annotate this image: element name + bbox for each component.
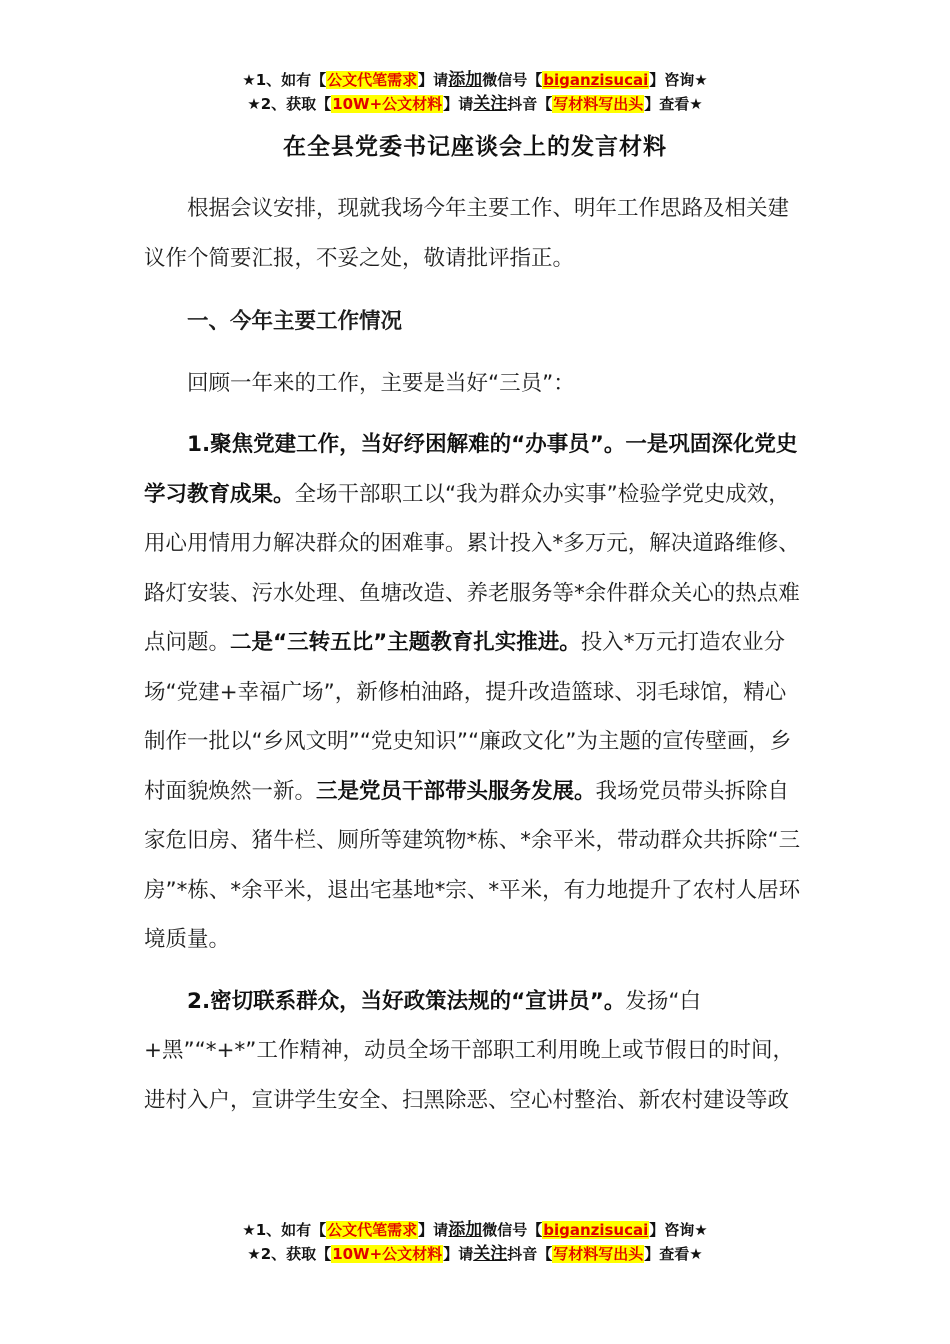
header-promo-banner [0,68,950,116]
promo-line-2 [0,1242,950,1266]
promo-text: 】咨询★ [649,1221,708,1239]
document-title: 在全县党委书记座谈会上的发言材料 [283,134,667,160]
item-1-text-1: 全场干部职工以“我为群众办实事”检验学党史成效，用心用情用力解决群众的困难事。累计投入*多万元，解决道路维修、路灯安装、污水处理、鱼塘改造、养老服务等*余件群众关心的热点难点问题。 [144,481,800,655]
item-1-point-2: 二是“三转五比”主题教育扎实推进。 [230,630,581,655]
promo-emphasis: 关注 [473,1244,508,1264]
promo-text: 】请 [443,1245,474,1263]
section-heading-1: 一、今年主要工作情况 [187,309,403,334]
promo-highlight: 10W+公文材料 [332,95,443,113]
promo-highlight: 10W+公文材料 [332,1245,443,1263]
promo-text: 抖音【 [507,95,553,113]
item-2-heading: 2.密切联系群众，当好政策法规的“宣讲员”。 [187,988,626,1014]
item-1-heading: 1.聚焦党建工作，当好纾困解难的“办事员”。一是巩固深化党史学习教育成果。 [144,432,798,507]
item-1-text-2: 投入*万元打造农业分场“党建+幸福广场”，新修柏油路，提升改造篮球、羽毛球馆，精心制作一批以“乡风文明”“党史知识”“廉政文化”为主题的宣传壁画，乡村面貌焕然一新。 [144,630,792,804]
intro-paragraph: 根据会议安排，现就我场今年主要工作、明年工作思路及相关建议作个简要汇报，不妥之处，敬请批评指正。 [144,196,790,271]
promo-highlight: 公文代笔需求 [327,71,418,89]
item-1-text-3: 我场党员带头拆除自家危旧房、猪牛栏、厕所等建筑物*栋、*余平米，带动群众共拆除“三房”*栋、*余平米，退出宅基地*宗、*平米，有力地提升了农村人居环境质量。 [144,778,801,952]
lead-paragraph: 回顾一年来的工作，主要是当好“三员”： [187,370,575,396]
promo-emphasis: 添加 [448,70,483,90]
promo-text: 】请 [443,95,474,113]
promo-text: 微信号【 [482,1221,543,1239]
promo-highlight: 公文代笔需求 [327,1221,418,1239]
promo-text: ★2、获取【 [247,1245,332,1263]
item-2-paragraph [144,977,806,1126]
promo-text: 】请 [418,1221,449,1239]
promo-text: 】请 [418,71,449,89]
item-2-text-1: 发扬“白+黑”“*+*”工作精神，动员全场干部职工利用晚上或节假日的时间，进村入户，宣讲学生安全、扫黑除恶、空心村整治、新农村建设等政 [144,988,794,1113]
promo-text: ★1、如有【 [242,1221,327,1239]
document-body [144,184,806,1125]
promo-text: ★2、获取【 [247,95,332,113]
promo-highlight: 写材料写出头 [553,95,644,113]
promo-highlight: 写材料写出头 [553,1245,644,1263]
promo-emphasis: 关注 [473,94,508,114]
item-1-paragraph [144,420,806,965]
promo-text: ★1、如有【 [242,71,327,89]
promo-line-1 [0,1218,950,1242]
promo-text: 】查看★ [644,1245,703,1263]
promo-wechat-id: biganzisucai [543,71,649,89]
promo-emphasis: 添加 [448,1220,483,1240]
item-1-point-3: 三是党员干部带头服务发展。 [316,778,596,804]
footer-promo-banner [0,1218,950,1266]
promo-text: 抖音【 [507,1245,553,1263]
promo-text: 微信号【 [482,71,543,89]
promo-text: 】查看★ [644,95,703,113]
promo-line-2 [0,92,950,116]
promo-text: 】咨询★ [649,71,708,89]
promo-wechat-id: biganzisucai [543,1221,649,1239]
promo-line-1 [0,68,950,92]
